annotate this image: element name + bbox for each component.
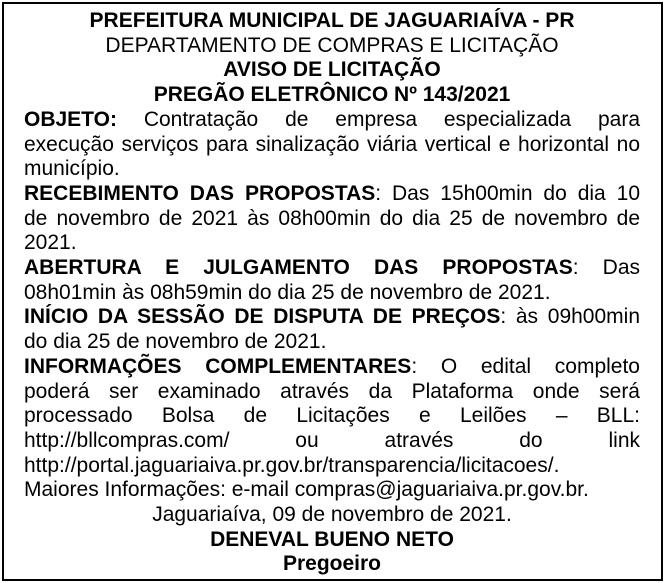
org-title <box>24 9 640 34</box>
recebimento-line-2-segment-0: de novembro de 2021 às 08h00min do dia 25 de novembro de <box>24 206 640 230</box>
notice-title <box>24 58 640 83</box>
signer-role-segment-0: Pregoeiro <box>282 552 382 576</box>
inicio-sessao-line-2 <box>24 330 640 355</box>
objeto-line-1-segment-1: Contratação de empresa especializada para <box>116 107 640 131</box>
department-line <box>24 34 640 59</box>
informacoes-line-3 <box>24 404 640 429</box>
org-title-segment-0: PREFEITURA MUNICIPAL DE JAGUARIAÍVA - PR <box>89 9 575 32</box>
date-line <box>24 503 640 528</box>
objeto-line-2-segment-0: execução serviços para sinalização viária vertical e horizontal no <box>24 132 640 156</box>
auction-number-line <box>24 83 640 108</box>
informacoes-line-2-segment-0: poderá ser examinado através da Plataforma onde será <box>24 379 640 403</box>
notice-title-segment-0: AVISO DE LICITAÇÃO <box>223 58 441 82</box>
notice-border-frame <box>2 2 663 581</box>
inicio-sessao-line-1-segment-1: : às 09h00min <box>500 305 640 329</box>
signer-name <box>24 528 640 553</box>
inicio-sessao-line-1-segment-0: INÍCIO DA SESSÃO DE DISPUTA DE PREÇOS <box>24 305 501 329</box>
informacoes-line-1-segment-1: : O edital completo <box>411 354 640 378</box>
informacoes-line-4 <box>24 429 640 454</box>
signer-role <box>24 552 640 577</box>
informacoes-line-1 <box>24 355 640 380</box>
informacoes-line-5-segment-0: http://portal.jaguariaiva.pr.gov.br/transparencia/licitacoes/. <box>24 453 560 477</box>
objeto-line-1-segment-0: OBJETO: <box>24 107 117 131</box>
contact-line-segment-0: Maiores Informações: e-mail compras@jaguariaiva.pr.gov.br. <box>24 478 589 502</box>
recebimento-line-1-segment-0: RECEBIMENTO DAS PROPOSTAS <box>24 181 376 205</box>
recebimento-line-1-segment-1: : Das 15h00min do dia 10 <box>375 181 640 205</box>
recebimento-line-3-segment-0: 2021. <box>24 231 77 255</box>
recebimento-line-2 <box>24 207 640 232</box>
abertura-line-1-segment-1: : Das <box>572 256 640 280</box>
inicio-sessao-line-1 <box>24 305 640 330</box>
abertura-line-2 <box>24 281 640 306</box>
objeto-line-3 <box>24 157 640 182</box>
auction-number-line-segment-0: PREGÃO ELETRÔNICO Nº 143/2021 <box>153 83 511 107</box>
department-line-segment-0: DEPARTAMENTO DE COMPRAS E LICITAÇÃO <box>105 33 559 57</box>
abertura-line-1 <box>24 256 640 281</box>
inicio-sessao-line-2-segment-0: do dia 25 de novembro de 2021. <box>24 330 327 354</box>
abertura-line-1-segment-0: ABERTURA E JULGAMENTO DAS PROPOSTAS <box>24 256 573 280</box>
informacoes-line-2 <box>24 380 640 405</box>
informacoes-line-5 <box>24 454 640 479</box>
notice-document <box>24 9 640 577</box>
objeto-line-2 <box>24 133 640 158</box>
objeto-line-1 <box>24 108 640 133</box>
signer-name-segment-0: DENEVAL BUENO NETO <box>210 527 454 551</box>
abertura-line-2-segment-0: 08h01min às 08h59min do dia 25 de novembro de 2021. <box>24 280 551 304</box>
date-line-segment-0: Jaguariaíva, 09 de novembro de 2021. <box>152 503 512 527</box>
objeto-line-3-segment-0: município. <box>24 157 120 181</box>
informacoes-line-4-segment-0: http://bllcompras.com/ ou através do link <box>24 428 640 452</box>
informacoes-line-3-segment-0: processado Bolsa de Licitações e Leilões – BLL: <box>24 404 640 428</box>
contact-line <box>24 478 640 503</box>
recebimento-line-1 <box>24 182 640 207</box>
informacoes-line-1-segment-0: INFORMAÇÕES COMPLEMENTARES <box>24 354 412 378</box>
recebimento-line-3 <box>24 231 640 256</box>
